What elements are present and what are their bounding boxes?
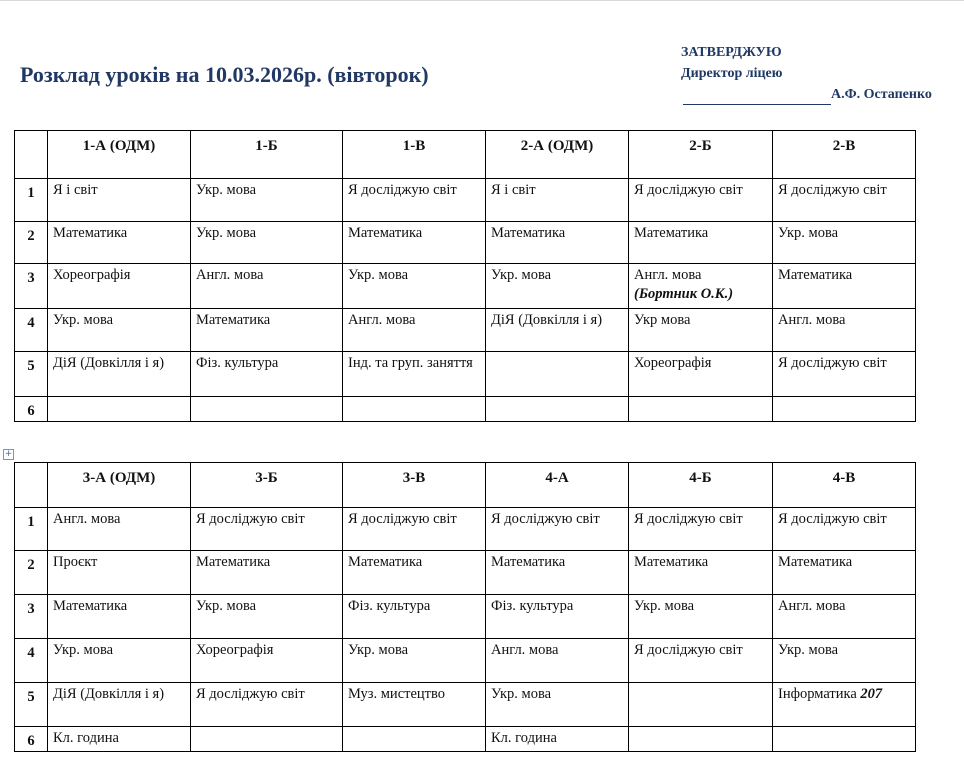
lesson-cell [486, 397, 629, 422]
lesson-number: 5 [15, 352, 48, 397]
header-row [15, 463, 916, 508]
lesson-cell: Я досліджую світ [773, 179, 916, 222]
lesson-cell: Англ. мова [343, 309, 486, 352]
lesson-cell: Фіз. культура [486, 595, 629, 639]
lesson-cell: Я досліджую світ [343, 179, 486, 222]
lesson-number: 2 [15, 551, 48, 595]
lesson-cell [629, 727, 773, 752]
lesson-cell: ДіЯ (Довкілля і я) [48, 683, 191, 727]
lesson-cell: Математика [343, 551, 486, 595]
lesson-cell: Укр. мова [191, 222, 343, 264]
lesson-cell [773, 683, 916, 727]
lesson-number: 3 [15, 595, 48, 639]
lesson-cell: Інд. та груп. заняття [343, 352, 486, 397]
lesson-cell: Укр. мова [191, 595, 343, 639]
lesson-cell: Математика [629, 222, 773, 264]
lesson-cell: Математика [191, 551, 343, 595]
table-row [15, 595, 916, 639]
lesson-cell: Укр. мова [48, 639, 191, 683]
lesson-cell [629, 683, 773, 727]
class-header: 1-В [343, 131, 486, 179]
director-name: А.Ф. Остапенко [831, 87, 932, 102]
header-row [15, 131, 916, 179]
lesson-cell: Я досліджую світ [343, 508, 486, 551]
lesson-cell: Муз. мистецтво [343, 683, 486, 727]
lesson-cell: Укр. мова [773, 222, 916, 264]
table-row [15, 179, 916, 222]
lesson-cell [773, 397, 916, 422]
lesson-cell: Англ. мова [48, 508, 191, 551]
lesson-cell: Фіз. культура [343, 595, 486, 639]
lesson-cell: Фіз. культура [191, 352, 343, 397]
lesson-cell [629, 264, 773, 309]
lesson-cell: Хореографія [629, 352, 773, 397]
lesson-cell: Я досліджую світ [191, 508, 343, 551]
lesson-number: 6 [15, 727, 48, 752]
class-header: 3-Б [191, 463, 343, 508]
table-row [15, 508, 916, 551]
approval-signature [681, 84, 932, 105]
lesson-cell: Я досліджую світ [629, 639, 773, 683]
class-header: 4-А [486, 463, 629, 508]
class-header: 4-В [773, 463, 916, 508]
lesson-cell: Математика [486, 551, 629, 595]
lesson-cell [343, 397, 486, 422]
class-header: 2-В [773, 131, 916, 179]
lesson-cell: Укр мова [629, 309, 773, 352]
table-row [15, 551, 916, 595]
lesson-cell: Хореографія [48, 264, 191, 309]
lesson-number: 1 [15, 179, 48, 222]
lesson-number: 2 [15, 222, 48, 264]
table-row [15, 309, 916, 352]
corner-cell [15, 131, 48, 179]
lesson-number: 5 [15, 683, 48, 727]
lesson-cell: ДіЯ (Довкілля і я) [486, 309, 629, 352]
lesson-cell [486, 352, 629, 397]
lesson-cell: Укр. мова [343, 264, 486, 309]
lesson-cell: Я досліджую світ [191, 683, 343, 727]
subject-text: Інформатика [778, 686, 857, 702]
lesson-cell: Хореографія [191, 639, 343, 683]
lesson-cell [773, 727, 916, 752]
class-header: 4-Б [629, 463, 773, 508]
table-row [15, 683, 916, 727]
lesson-cell: Я досліджую світ [773, 508, 916, 551]
lesson-cell: Математика [191, 309, 343, 352]
lesson-cell: Математика [629, 551, 773, 595]
teacher-note: (Бортник О.К.) [634, 286, 734, 302]
lesson-number: 4 [15, 309, 48, 352]
lesson-cell [629, 397, 773, 422]
table-row [15, 222, 916, 264]
lesson-cell: Я досліджую світ [486, 508, 629, 551]
lesson-cell: Англ. мова [773, 595, 916, 639]
lesson-cell: Кл. година [486, 727, 629, 752]
lesson-cell: Математика [343, 222, 486, 264]
lesson-cell: Укр. мова [191, 179, 343, 222]
lesson-cell: Я досліджую світ [629, 179, 773, 222]
lesson-cell: Проєкт [48, 551, 191, 595]
lesson-cell: Я і світ [48, 179, 191, 222]
lesson-cell: Укр. мова [486, 264, 629, 309]
lesson-cell: Укр. мова [343, 639, 486, 683]
lesson-cell: Укр. мова [629, 595, 773, 639]
lesson-cell: Укр. мова [486, 683, 629, 727]
class-header: 3-В [343, 463, 486, 508]
page-title: Розклад уроків на 10.03.2026р. (вівторок) [20, 62, 429, 87]
table-row [15, 397, 916, 422]
class-header: 1-А (ОДМ) [48, 131, 191, 179]
top-rule [0, 0, 964, 1]
lesson-cell: Я досліджую світ [629, 508, 773, 551]
lesson-cell [343, 727, 486, 752]
table-move-handle-icon[interactable]: + [4, 449, 13, 459]
lesson-cell: Кл. година [48, 727, 191, 752]
lesson-number: 6 [15, 397, 48, 422]
class-header: 2-А (ОДМ) [486, 131, 629, 179]
signature-line [683, 90, 831, 105]
lesson-number: 1 [15, 508, 48, 551]
table-row [15, 727, 916, 752]
corner-cell [15, 463, 48, 508]
class-header: 3-А (ОДМ) [48, 463, 191, 508]
lesson-cell: ДіЯ (Довкілля і я) [48, 352, 191, 397]
table-row [15, 352, 916, 397]
table-row [15, 639, 916, 683]
schedule-table-grades-3-4 [14, 462, 916, 752]
lesson-cell: Англ. мова [486, 639, 629, 683]
lesson-cell: Я і світ [486, 179, 629, 222]
lesson-cell: Англ. мова [191, 264, 343, 309]
lesson-cell [191, 397, 343, 422]
lesson-cell: Укр. мова [48, 309, 191, 352]
lesson-cell [191, 727, 343, 752]
room-number: 207 [860, 686, 883, 702]
lesson-cell: Математика [48, 595, 191, 639]
approval-line1: ЗАТВЕРДЖУЮ [681, 45, 782, 60]
lesson-cell: Укр. мова [773, 639, 916, 683]
lesson-cell: Математика [773, 264, 916, 309]
lesson-number: 3 [15, 264, 48, 309]
lesson-cell: Математика [48, 222, 191, 264]
lesson-cell: Математика [773, 551, 916, 595]
class-header: 2-Б [629, 131, 773, 179]
lesson-cell [48, 397, 191, 422]
lesson-cell: Англ. мова [773, 309, 916, 352]
lesson-cell: Я досліджую світ [773, 352, 916, 397]
approval-line2: Директор ліцею [681, 66, 783, 81]
subject-text: Англ. мова [634, 267, 702, 283]
table-row [15, 264, 916, 309]
lesson-number: 4 [15, 639, 48, 683]
lesson-cell: Математика [486, 222, 629, 264]
class-header: 1-Б [191, 131, 343, 179]
schedule-table-grades-1-2 [14, 130, 916, 422]
approval-block [681, 42, 932, 105]
